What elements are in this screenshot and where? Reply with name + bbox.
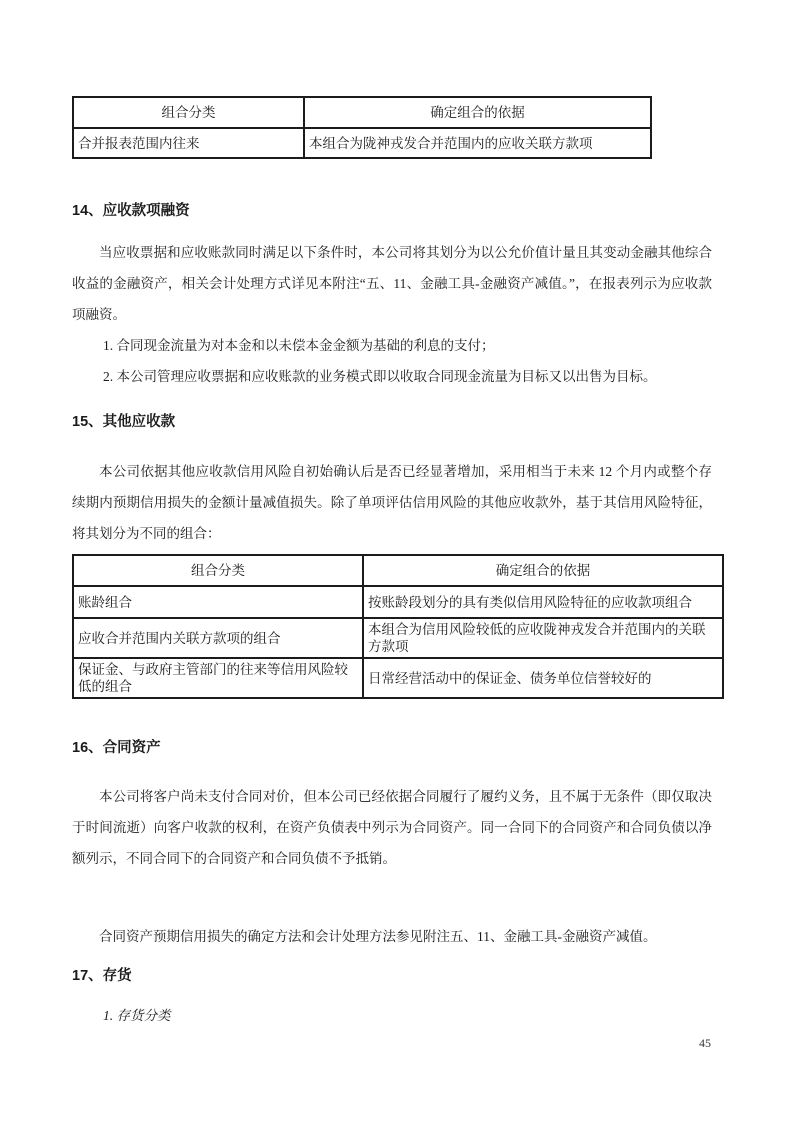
section-17-heading: 17、存货 (72, 968, 132, 984)
section-14-item-2: 2. 本公司管理应收票据和应收账款的业务模式即以收取合同现金流量为目标又以出售为目标。 (103, 369, 657, 384)
cell-portfolio-class: 保证金、与政府主管部门的往来等信用风险较低的组合 (73, 658, 363, 698)
page-content (72, 0, 712, 1031)
section-17-sub-item: 1. 存货分类 (103, 1008, 171, 1023)
header-cell-portfolio-basis: 确定组合的依据 (304, 97, 651, 128)
section-16-heading: 16、合同资产 (72, 740, 161, 756)
cell-portfolio-basis: 日常经营活动中的保证金、债务单位信誉较好的 (363, 658, 723, 698)
table-row-deposits (73, 658, 723, 698)
section-15-heading: 15、其他应收款 (72, 414, 176, 430)
table-row-related-party (73, 618, 723, 658)
table-row (73, 128, 651, 158)
section-16-paragraph-1: 本公司将客户尚未支付合同对价，但本公司已经依据合同履行了履约义务，且不属于无条件（即仅取决于时间流逝）向客户收款的权利，在资产负债表中列示为合同资产。同一合同下的合同资产和合同负债以净额列示，不同合同下的合同资产和合同负债不予抵销。 (72, 789, 712, 866)
section-14-paragraph: 当应收票据和应收账款同时满足以下条件时，本公司将其划分为以公允价值计量且其变动金融其他综合收益的金融资产，相关会计处理方式详见本附注“五、11、金融工具-金融资产减值。”，在报表列示为应收款项融资。 (72, 245, 712, 322)
cell-portfolio-class: 账龄组合 (73, 586, 363, 618)
cell-portfolio-basis: 本组合为陇神戎发合并范围内的应收关联方款项 (304, 128, 651, 158)
cell-portfolio-class: 合并报表范围内往来 (73, 128, 304, 158)
header-cell-portfolio-class: 组合分类 (73, 555, 363, 586)
cell-portfolio-basis: 按账龄段划分的具有类似信用风险特征的应收款项组合 (363, 586, 723, 618)
cell-portfolio-class: 应收合并范围内关联方款项的组合 (73, 618, 363, 658)
header-cell-portfolio-class: 组合分类 (73, 97, 304, 128)
section-14-heading: 14、应收款项融资 (72, 203, 190, 219)
header-cell-portfolio-basis: 确定组合的依据 (363, 555, 723, 586)
table-header-row (73, 555, 723, 586)
page-number: 45 (699, 1036, 711, 1050)
section-16-paragraph-2: 合同资产预期信用损失的确定方法和会计处理方法参见附注五、11、金融工具-金融资产减值。 (99, 929, 657, 944)
section-15-paragraph: 本公司依据其他应收款信用风险自初始确认后是否已经显著增加，采用相当于未来 12 个月内或整个存续期内预期信用损失的金额计量减值损失。除了单项评估信用风险的其他应收款外，基于其信用风险特征，将其划分为不同的组合： (72, 464, 712, 541)
section-14-item-1: 1. 合同现金流量为对本金和以未偿本金金额为基础的利息的支付； (103, 338, 495, 353)
other-receivables-portfolio-table (72, 554, 724, 699)
table-header-row (73, 97, 651, 128)
table-row-aging (73, 586, 723, 618)
portfolio-table-consolidated-scope (72, 96, 652, 159)
cell-portfolio-basis: 本组合为信用风险较低的应收陇神戎发合并范围内的关联方款项 (363, 618, 723, 658)
